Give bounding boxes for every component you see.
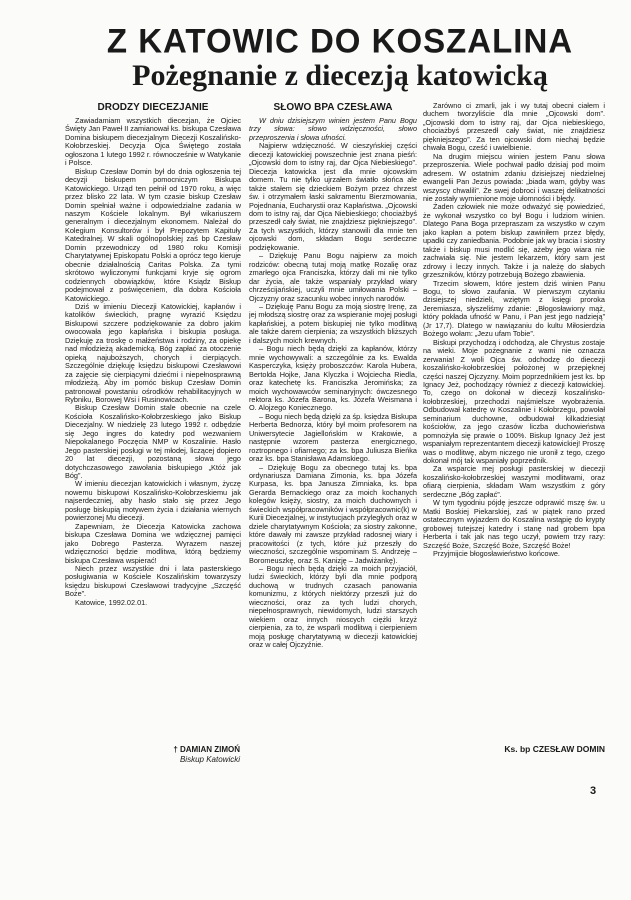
signature-block [130, 745, 240, 765]
paragraph: Biskup Czesław Domin był do dnia ogłoszenia tej decyzji biskupem pomocniczym Biskupa Katowickiego. Urząd ten pełnił od 1970 roku, a więc przez blisko 22 lata. W tym czasie biskup Czesław Domin spełniał ważne i odpowiedzialne zadania w naszym Kościele lokalnym. Był wikariuszem generalnym i diecezjalnym ekonomem. Należał do Kolegium Konsultorów i był Prepozytem Kapituły Katedralnej. W skali ogólnopolskiej zaś bp Czesław Domin przewodniczy od 1980 roku Komisji Charytatywnej Episkopatu Polski a oprócz tego kieruje obecnie działalnością Caritas Polska. Za tymi skrótowo wyliczonymi funkcjami kryje się ogrom codziennych obowiązków, które Ksiądz Biskup podejmował z poświęceniem, dla dobra Kościoła Katowickiego. [65, 166, 241, 303]
paragraph: Biskupi przychodzą i odchodzą, ale Chrystus zostaje na wieki. Moje pożegnanie z wami nie oznacza zerwania! Z woli Ojca św. odchodzę do diecezji koszalińsko-kołobrzeskiej położonej w przepięknej części naszej Ojczyzny. Moim poprzednikiem jest ks. bp Ignacy Jeż, pochodzący również z diecezji katowickiej. To, czego on dokonał w diecezji koszalińsko-kołobrzeskiej, przechodzi najśmielsze wyobrażenia. Odbudował katedrę w Koszalinie i Kołobrzegu, powołał seminarium duchowne, odbudował kilkadziesiąt kościołów, za jego czasów liczba duchowieństwa pomnożyła się prawie o 100%. Biskup Ignacy Jeż jest wspaniałym reprezentantem diecezji katowickiej! Proszę was o modlitwę, abym niczego nie uronił z tego, czego dokonał mój tak wspaniały poprzednik. [423, 337, 605, 466]
paragraph: – Dziękuję Panu Bogu za moją siostrę Irenę, za jej młodszą siostrę oraz za wspieranie mojej posługi kapłańskiej, a potem biskupiej nie tylko modlitwą ale także darem cierpienia; za wszystkich bliższych i dalszych moich krewnych. [249, 301, 417, 345]
signature-name: † DAMIAN ZIMOŃ [173, 745, 240, 754]
paragraph: Dziś w imieniu Diecezji Katowickiej, kapłanów i katolików świeckich, pragnę wyrazić Księdzu Biskupowi szczere podziękowanie za dobro jakim owocowała jego kapłańska i biskupia posługa. Dziękuję za troskę o małżeństwa i rodziny, za opiekę nad młodzieżą akademicką. Bóg zapłać za otoczenie opieką najuboższych, chorych i cierpiących. Szczególnie dziękuję księdzu biskupowi Czesławowi za zajęcie się cierpiącymi dziećmi i niepełnosprawną młodzieżą. Aby im pomóc biskup Czesław Domin patronował powstaniu ośrodków rehabilitacyjnych w Rybniku, Borowej Wsi i Rusinowicach. [65, 301, 241, 404]
paragraph-date: Katowice, 1992.02.01. [75, 597, 148, 607]
paragraph: Najpierw wdzięczność. W cieszyńskiej części diecezji katowickiej powszechnie jest znana pieśń: „Ojcowski dom to istny raj, dar Ojca Niebieskiego”. Diecezja katowicka jest dla mnie ojcowskim domem. Tu nie tylko ujrzałem światło słońca ale także stałem się dzieckiem Bożym przez chrzest św. i otrzymałem łaski sakramentu Bierzmowania, Pojednania, Eucharystii oraz Kapłaństwa. „Ojcowski dom to istny raj, dar Ojca Niebieskiego; chociażbyś przeszedł cały świat, nie znajdziesz piękniejszego”. Za tych wszystkich, którzy stanowili dla mnie ten ojcowski dom, składam Bogu serdeczne podziękowanie. [249, 141, 417, 252]
paragraph: – Bogu niech będą dzięki za kapłanów, którzy mnie wychowywali: a szczególnie za ks. Ewalda Kasperczyka, księży proboszczów: Karola Hubera, Bertolda Hojke, Jana Klyczka i Wojciecha Riedla, oraz katechetę ks. Franciszka Jeromińska; za moich wychowawców seminaryjnych: ówczesnego rektora ks. Józefa Barona, ks. Józefa Weismana i O. Alojzego Koniecznego. [249, 344, 417, 413]
column-bishop-word [249, 102, 417, 742]
column-title: DRODZY DIECEZJANIE [97, 102, 209, 113]
signature-domin: Ks. bp CZESŁAW DOMIN [504, 744, 605, 754]
column-continuation [423, 102, 605, 742]
signature-role: Biskup Katowicki [179, 755, 240, 764]
paragraph: Zapewniam, że Diecezja Katowicka zachowa biskupa Czesława Domina we wdzięcznej pamięci jako Dobrego Pasterza. Wyrazem naszej wdzięczności będzie modlitwa, którą będziemy biskupa Czesława wspierać! [65, 521, 241, 565]
paragraph: Żaden człowiek nie może odważyć się powiedzieć, że wykonał wszystko co był Bogu i ludziom winien. Dlatego Pana Boga przepraszam za wszystko w czym jako kapłan a potem biskup zawiniłem przez błędy, upadki czy zaniedbania. Podobnie jak wy bracia i siostry także i biskup musi modlić się, ażeby jego wiara nie zachwiała się. Nie jestem lekarzem, który sam jest zdrowy i leczy innych. Także i ja należę do słabych grzeszników, którzy potrzebują Bożego zbawienia. [423, 202, 605, 280]
subheadline: Pożegnanie z diecezją katowicką [132, 59, 548, 92]
paragraph: – Bogu niech będą dzięki za śp. księdza Biskupa Herberta Bednorza, który był moim profesorem na Uniwersytecie Jagiellońskim w Krakowie, a następnie wzorem pasterza energicznego, roztropnego i ofiarnego; za ks. bpa Juliusza Bieńka oraz ks. bpa Stanisława Adamskiego. [249, 411, 417, 464]
paragraph: Zarówno ci zmarli, jak i wy tutaj obecni ciałem i duchem tworzyliście dla mnie „Ojcowski dom”. „Ojcowski dom to istny raj, dar Ojca niebieskiego, chociażbyś przeszedł cały świat, nie znajdziesz piękniejszego”. Za ten ojcowski dom niechaj będzie chwała Bogu, cześć i uwielbienie. [423, 102, 605, 153]
paragraph: W imieniu diecezjan katowickich i własnym, życzę nowemu biskupowi Koszalińsko-Kołobrzeskiemu jak najserdeczniej, aby hasło stało się przez Jego posługę biskupią motywem życia i działania wiernych powierzonej Mu diecezji. [65, 479, 241, 523]
paragraph: Przyjmijcie błogosławieństwo końcowe. [433, 549, 560, 559]
paragraph: – Bogu niech będą dzięki za moich przyjaciół, ludzi świeckich, którzy byli dla mnie podporą duchową w trudnych czasach panowania komunizmu, z których niektórzy przeszli już do wieczności, oraz za tych ludzi chorych, niepełnosprawnych, niewidomych, ludzi starszych wiekiem oraz innych nioscych ciężki krzyż cierpienia, za to, że wsparli modlitwą i cierpieniem moją posługę charytatywną w diecezji katowickiej oraz w całej Ojczyźnie. [249, 564, 417, 650]
column-bishop-letter [65, 102, 241, 757]
paragraph: – Dziękuję Panu Bogu najpierw za moich rodziców: obecną tutaj moją matkę Rozalię oraz zmarłego ojca Franciszka, którzy dali mi nie tylko dar życia, ale także wspaniały przykład wiary chrześcijańskiej, uczyli mnie umiłowania Polski – Ojczyzny oraz szacunku wobec innych narodów. [249, 251, 417, 303]
headline: Z KATOWIC DO KOSZALINA [106, 21, 574, 60]
page-number: 3 [590, 785, 597, 797]
paragraph: W tym tygodniu pójdę jeszcze odprawić mszę św. u Matki Boskiej Piekarskiej, zaś w piątek rano przed ostatecznym wyjazdem do Koszalina wstąpię do krypty grobowej tutejszej katedry i stanę nad grobem bpa Herberta i tak jak nas tego uczył, powiem trzy razy: Szczęść Boże, Szczęść Boże, Szczęść Boże! [423, 498, 605, 550]
paragraph: Biskup Czesław Domin stale obecnie na czele Kościoła Koszalińsko-Kołobrzeskiego jako Biskup Diecezjalny. W niedzielę 23 lutego 1992 r. odbędzie się Jego ingres do katedry pod wezwaniem Niepokalanego Poczęcia NMP w Koszalinie. Hasło Jego pasterskiej posługi w tej młodej, liczącej dopiero 20 lat diecezji, pozostaną słowa jego dotychczasowego zawołania biskupiego „Któż jak Bóg”. [65, 403, 241, 481]
paragraph: Trzecim słowem, które jestem dziś winien Panu Bogu, to słowo zaufania. W pierwszym czytaniu dzisiejszej niedzieli, wziętym z księgi proroka Jeremiasza, słyszeliśmy zdanie: „Błogosławiony mąż, który pokłada ufność w Panu, i Pan jest jego nadzieją” (Jr 17,7). Dlatego w nawiązaniu do kultu Miłosierdzia Bożego wołam: „Jezu ufam Tobie”. [423, 278, 605, 339]
column-title: SŁOWO BPA CZESŁAWA [273, 102, 393, 113]
paragraph: Za wsparcie mej posługi pasterskiej w diecezji koszalińsko-kołobrzeskiej waszymi modlitwami, oraz ofiarą cierpienia, składam Wam wszystkim z góry serdeczne „Bóg zapłać”. [423, 464, 605, 499]
paragraph: – Dziękuję Bogu za obecnego tutaj ks. bpa ordynariusza Damiana Zimonia, ks. bpa Józefa Kurpasa, ks. bpa Janusza Zimniaka, ks. bpa Gerarda Bernackiego oraz za moich kochanych kolegów księży, siostry, za moich duchownych i świeckich współpracowników i współpracownic(k) w Kurii Diecezjalnej, w instytucjach przyległych oraz w dziele charytatywnym Kościoła; za siostry zakonne, które dawały mi zawsze przykład radosnej wiary i pracowitości (z tych, które już przeszły do wieczności, szczególnie wspominam S. Andrzeję – Boromeuszkę, oraz S. Kanizję – Jadwiżankę). [249, 462, 417, 565]
paragraph: Niech przez wszystkie dni i lata pasterskiego posługiwania w Kościele Koszalińskim towarzyszy księdzu biskupowi Czesławowi tradycyjne „Szczęść Boże”. [65, 564, 241, 599]
paragraph: Zawiadamiam wszystkich diecezjan, że Ojciec Święty Jan Paweł II zamianował ks. biskupa Czesława Domina biskupem diecezjalnym Diecezji Koszalińsko-Kołobrzeskiej. Decyzja Ojca Świętego została ogłoszona 1 lutego 1992 r. równocześnie w Watykanie i Polsce. [65, 116, 241, 168]
paragraph: W dniu dzisiejszym winien jestem Panu Bogu trzy słowa: słowo wdzięczności, słowo przeproszenia i słowa ufności. [249, 116, 417, 142]
paragraph: Na drugim miejscu winien jestem Panu słowa przeproszenia. Wiele pochwał padło dzisiaj pod moim adresem. W ostatnim zdaniu dzisiejszej niedzielnej ewangelii Pan Jezus powiada: „biada wam, gdyby was wszyscy chwalili”. Że swej dobroci i waszej delikatności nie zostały wymienione moje ułomności i błędy. [423, 151, 605, 203]
